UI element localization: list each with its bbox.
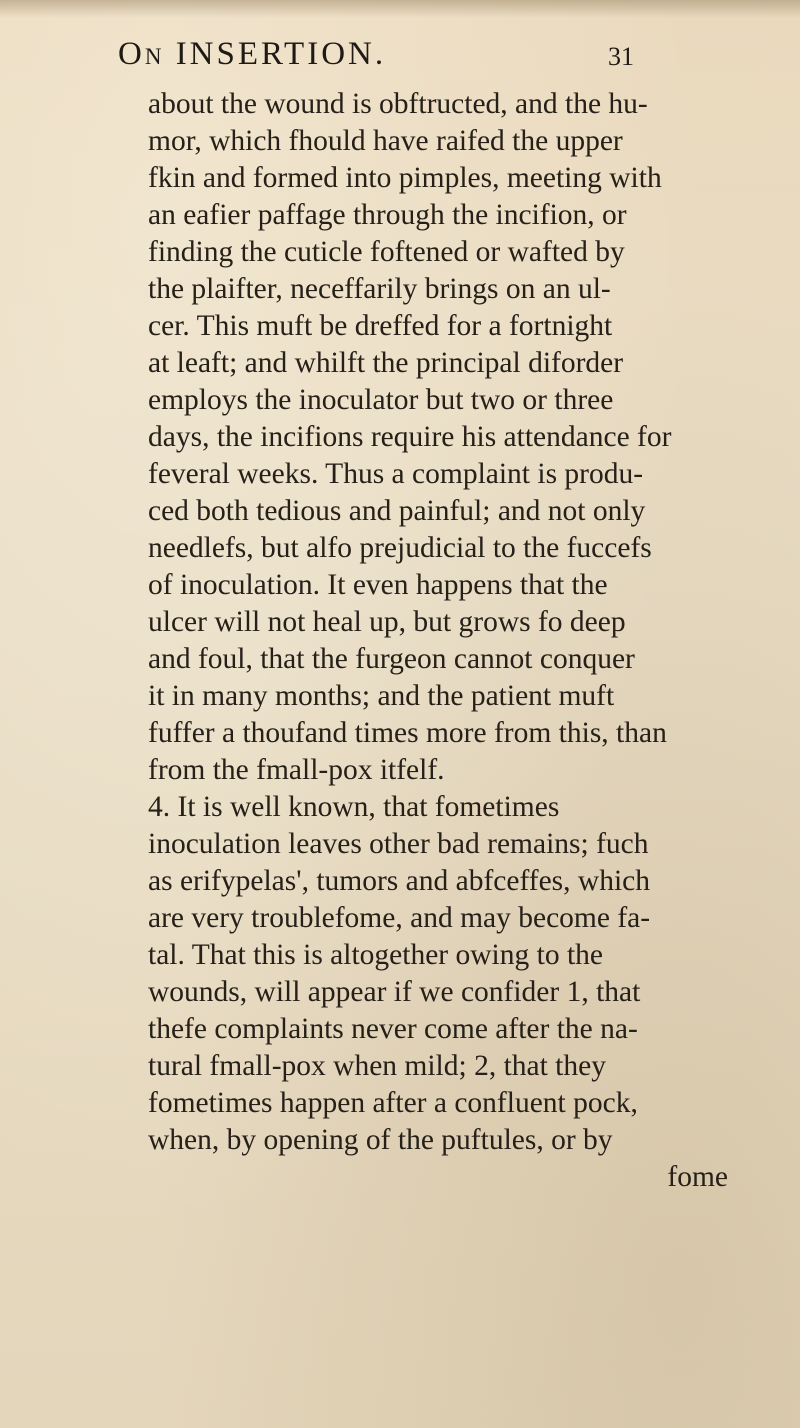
text-line: tal. That this is altogether owing to the <box>148 939 603 971</box>
running-head-title: On INSERTION. <box>118 36 387 72</box>
text-line: fuffer a thoufand times more from this, than <box>148 717 667 749</box>
text-line: and foul, that the furgeon cannot conquer <box>148 643 635 675</box>
text-line: at leaft; and whilft the principal diforder <box>148 347 624 379</box>
text-line: about the wound is obftructed, and the hu- <box>148 88 648 120</box>
text-line: cer. This muft be dreffed for a fortnight <box>148 310 613 342</box>
text-line: mor, which fhould have raifed the upper <box>148 125 623 157</box>
text-line: thefe complaints never come after the na- <box>148 1013 638 1045</box>
text-line: finding the cuticle foftened or wafted by <box>148 236 625 268</box>
text-line: ulcer will not heal up, but grows fo deep <box>148 606 626 638</box>
body-text <box>148 86 768 1196</box>
text-line: wounds, will appear if we confider 1, that <box>148 976 641 1008</box>
text-line: of inoculation. It even happens that the <box>148 569 608 601</box>
catchword: fome <box>667 1161 728 1193</box>
text-line: the plaifter, neceffarily brings on an ul- <box>148 273 611 305</box>
text-line: inoculation leaves other bad remains; fuch <box>148 828 649 860</box>
text-line: needlefs, but alfo prejudicial to the fuccefs <box>148 532 652 564</box>
text-line: employs the inoculator but two or three <box>148 384 614 416</box>
text-line: from the fmall-pox itfelf. <box>148 754 445 786</box>
text-line: are very troublefome, and may become fa- <box>148 902 651 934</box>
page-number: 31 <box>608 42 634 71</box>
running-head <box>0 36 800 80</box>
text-line: it in many months; and the patient muft <box>148 680 615 712</box>
text-line: when, by opening of the puftules, or by <box>148 1124 613 1156</box>
text-line: feveral weeks. Thus a complaint is produ- <box>148 458 644 490</box>
text-line: 4. It is well known, that fometimes <box>148 791 560 823</box>
text-line: days, the incifions require his attendance for <box>148 421 672 453</box>
text-line: an eafier paffage through the incifion, or <box>148 199 627 231</box>
text-line: fometimes happen after a confluent pock, <box>148 1087 638 1119</box>
text-line: tural fmall-pox when mild; 2, that they <box>148 1050 606 1082</box>
text-line: ced both tedious and painful; and not only <box>148 495 646 527</box>
text-line: as erifypelas', tumors and abfceffes, which <box>148 865 650 897</box>
text-line: fkin and formed into pimples, meeting with <box>148 162 662 194</box>
